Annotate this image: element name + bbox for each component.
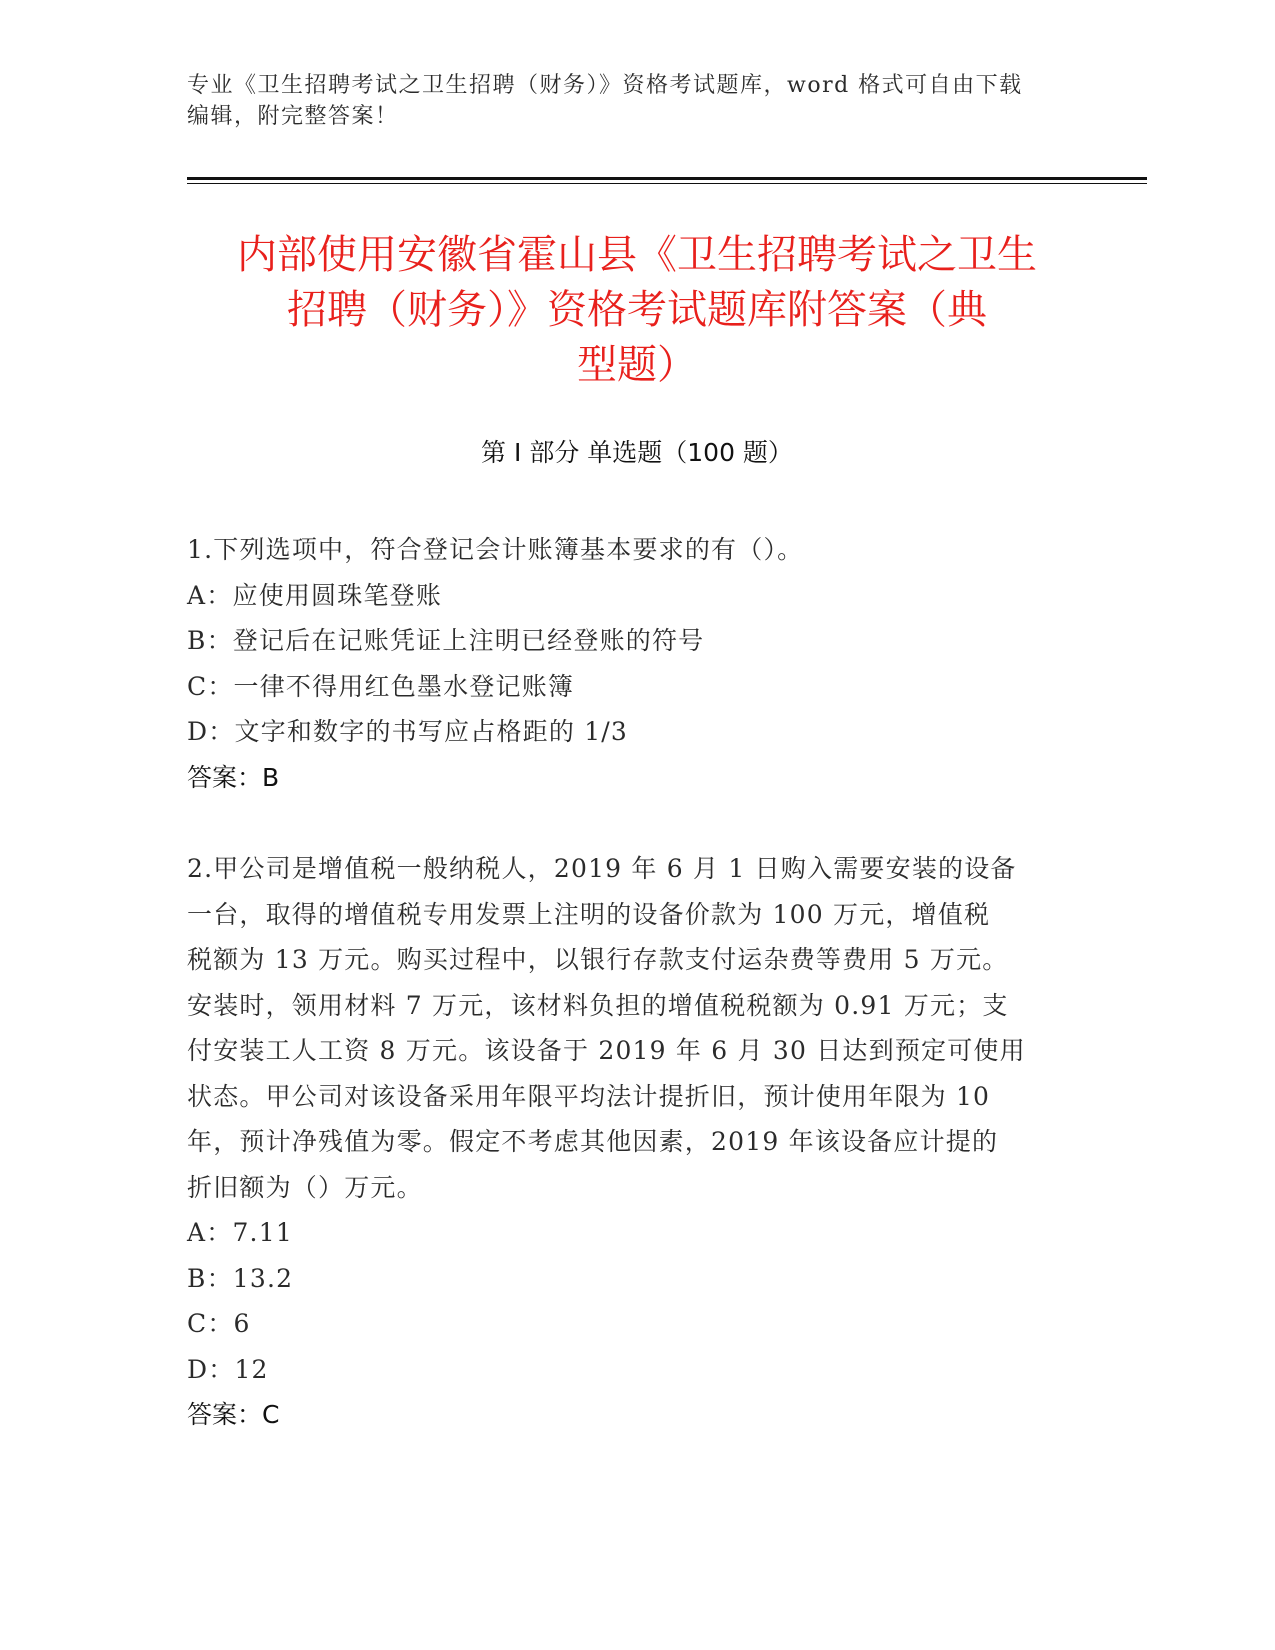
question-stem: 安装时，领用材料 7 万元，该材料负担的增值税税额为 0.91 万元；支: [187, 990, 1009, 1020]
option-a: A：应使用圆珠笔登账: [187, 580, 443, 610]
header-rule-thin: [187, 183, 1147, 184]
question-1: [187, 527, 1067, 800]
document-title-line: 内部使用安徽省霍山县《卫生招聘考试之卫生: [237, 232, 1037, 278]
question-stem: 税额为 13 万元。购买过程中，以银行存款支付运杂费等费用 5 万元。: [187, 945, 1009, 974]
option-c: C：6: [187, 1309, 251, 1338]
option-b: B：13.2: [187, 1263, 294, 1293]
option-a: A：7.11: [187, 1218, 293, 1247]
option-d: D：文字和数字的书写应占格距的 1/3: [187, 717, 629, 746]
document-title-line: 型题）: [577, 342, 697, 388]
section-title: 第 I 部分 单选题（100 题）: [481, 438, 793, 467]
question-stem: 付安装工人工资 8 万元。该设备于 2019 年 6 月 30 日达到预定可使用: [187, 1036, 1026, 1065]
question-stem: 年，预计净残值为零。假定不考虑其他因素，2019 年该设备应计提的: [187, 1127, 999, 1156]
document-title: [187, 228, 1087, 393]
answer: 答案：C: [187, 1400, 280, 1429]
option-d: D：12: [187, 1354, 269, 1384]
question-stem: 2.甲公司是增值税一般纳税人，2019 年 6 月 1 日购入需要安装的设备: [187, 854, 1017, 883]
document-title-line: 招聘（财务）》资格考试题库附答案（典: [287, 287, 987, 333]
option-c: C：一律不得用红色墨水登记账簿: [187, 671, 575, 701]
header-rule-thick: [187, 177, 1147, 180]
header-note-line: 专业《卫生招聘考试之卫生招聘（财务）》资格考试题库，word 格式可自由下载: [187, 73, 1023, 98]
question-2: [187, 846, 1067, 1438]
answer: 答案：B: [187, 762, 280, 792]
option-b: B：登记后在记账凭证上注明已经登账的符号: [187, 626, 705, 655]
question-stem: 1.下列选项中，符合登记会计账簿基本要求的有（）。: [187, 535, 804, 564]
question-stem: 折旧额为（）万元。: [187, 1172, 423, 1202]
header-note-line: 编辑，附完整答案！: [187, 104, 399, 129]
header-note: [187, 70, 1067, 132]
question-stem: 状态。甲公司对该设备采用年限平均法计提折旧，预计使用年限为 10: [187, 1081, 991, 1111]
question-stem: 一台，取得的增值税专用发票上注明的设备价款为 100 万元，增值税: [187, 899, 991, 929]
